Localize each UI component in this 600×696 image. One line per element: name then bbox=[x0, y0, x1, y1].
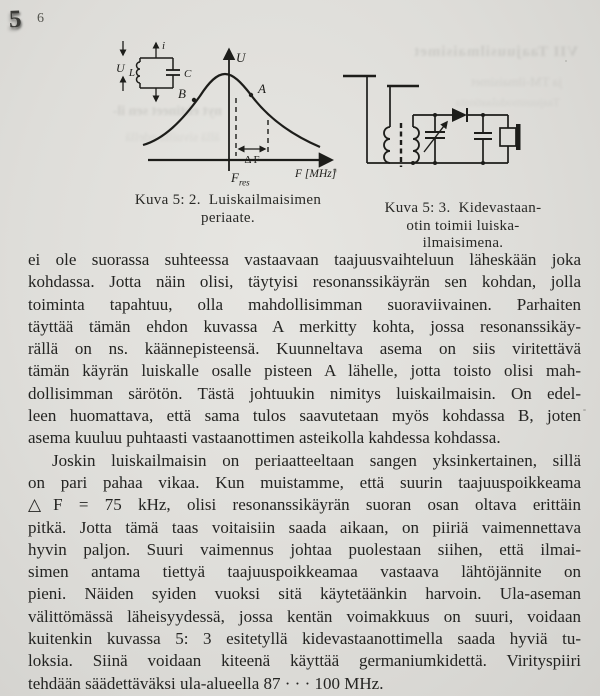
f-res-label: $F_{res}$ bbox=[231, 170, 250, 188]
resonance-curve bbox=[143, 74, 320, 147]
scan-speck bbox=[583, 409, 586, 411]
capacitor-symbol bbox=[166, 70, 180, 75]
body-text-line: rällä on ns. käännepisteensä. Kuunneltava asema on siis viritettävä bbox=[28, 339, 581, 359]
junction-dot bbox=[433, 113, 437, 117]
junction-dot bbox=[411, 161, 415, 165]
delta-f-label: Δ F bbox=[244, 154, 260, 166]
body-text-line: asema kuuluu puhtaasti vastaanottimen asteikolla kahdessa kohdassa. bbox=[28, 428, 501, 448]
earphone-symbol bbox=[500, 115, 521, 163]
x-axis-label: F [MHz] bbox=[295, 168, 337, 180]
body-text-line: simen antama tiettyä taajuuspoikkeamaa vastaava lähtöjännite on bbox=[28, 562, 581, 582]
body-text-line: kuitenkin kuvassa 5: 3 esitetyllä kidevastaanottimella saada hyviä tu- bbox=[28, 629, 581, 649]
antenna-symbol bbox=[343, 76, 419, 163]
body-text-line: loksia. Siinä voidaan kiteenä käyttää germaniumkidettä. Virityspiiri bbox=[28, 651, 581, 671]
caption-line: ilmaisimena. bbox=[422, 235, 504, 251]
scan-speck bbox=[565, 60, 567, 62]
bleedthrough-text: VII Taajuusilmaisimet bbox=[413, 44, 578, 60]
body-text-line: kohdassa. Jotta näin olisi, täytyisi resonanssikäyrän sen kohdan, jolla bbox=[28, 272, 581, 292]
caption-line: Kuva 5: 2. Luiskailmaisimen bbox=[134, 192, 322, 208]
secondary-coil bbox=[413, 127, 419, 163]
body-text bbox=[28, 249, 581, 695]
inset-voltage-label: U bbox=[116, 61, 125, 75]
caption-line: Kuva 5: 3. Kidevastaan- bbox=[384, 200, 542, 216]
fixed-capacitor-symbol bbox=[474, 115, 492, 163]
caption-line: periaate. bbox=[201, 209, 255, 226]
resonance-curve-figure bbox=[112, 36, 342, 196]
body-text-line: pitkä. Jotta tämä taas voitaisiin saada aikaan, on piiriä vaimennettava bbox=[28, 517, 581, 537]
body-text-line: leen huomattava, että sama tulos saavutetaan myös kohdassa B, joten bbox=[28, 406, 581, 426]
crystal-receiver-schematic bbox=[340, 70, 595, 205]
body-text-line: tämän käyrän luiskalle osalle pisteen A lähelle, jotta toisto olisi mah- bbox=[28, 361, 581, 381]
junction-dot bbox=[481, 113, 485, 117]
point-a-dot bbox=[249, 93, 253, 97]
body-text-line: dollisimman särötön. Tästä johtuukin nimitys luiskailmaisin. On edel- bbox=[28, 383, 581, 403]
junction-dot bbox=[481, 161, 485, 165]
body-text-line: on pari pahaa vikaa. Kun muistamme, että suurin taajuuspoikkeama bbox=[28, 472, 581, 492]
bleedthrough-text: ällä sivuilla edellä bbox=[125, 129, 220, 144]
point-b-label: B bbox=[178, 86, 186, 101]
diode-symbol bbox=[452, 108, 467, 122]
body-text-line: toiminta tapahtuu, olla mahdollisimman suoraviivainen. Parhaiten bbox=[28, 294, 581, 314]
body-text-line: ei ole suorassa suhteessa vastaavaan taajuusvaihteluun läheskään joka bbox=[28, 250, 581, 269]
point-a-label: A bbox=[258, 81, 266, 96]
body-text-line: Joskin luiskailmaisin on periaatteeltaan sangen yksinkertainen, sillä bbox=[52, 450, 581, 470]
inset-current-label: i bbox=[162, 40, 166, 52]
body-text-line: △F = 75 kHz, olisi resonanssikäyrän suoran osan oltava erittäin bbox=[28, 495, 581, 515]
figure-5-2-caption bbox=[110, 192, 346, 227]
junction-dot bbox=[433, 161, 437, 165]
body-text-line: hyvin paljon. Suuri vaimennus johtaa puolestaan siihen, että ilmai- bbox=[28, 539, 581, 559]
y-axis-label: U bbox=[236, 50, 246, 65]
bleedthrough-text: Taajuusmodulaatiosta bbox=[455, 95, 560, 109]
body-text-line: pieni. Näiden syiden vuoksi sitä käytetäänkin harvoin. Ula-aseman bbox=[28, 584, 581, 604]
variable-capacitor-symbol bbox=[424, 115, 447, 163]
body-text-line: tehdään säädettäväksi ula-alueella 87 · · · 100 MHz. bbox=[28, 673, 384, 693]
inductor-label: L bbox=[128, 67, 135, 79]
bleedthrough-text: ja TM-ilmaisimet bbox=[470, 74, 562, 89]
figure-5-3-caption bbox=[356, 200, 570, 253]
page-number: 6 bbox=[37, 11, 44, 26]
primary-coil bbox=[384, 127, 390, 163]
body-text-line: välittömässä läheisyydessä, jossa kentän voimakkuus on suuri, voidaan bbox=[28, 606, 581, 626]
point-b-dot bbox=[192, 98, 196, 102]
caption-line: otin toimii luiska- bbox=[406, 217, 520, 234]
chapter-marker: 5 bbox=[8, 5, 22, 34]
bleedthrough-text: nyt ehtineet sen il- bbox=[112, 104, 222, 119]
capacitor-label: C bbox=[184, 68, 192, 80]
body-text-line: täyttää tämän ehdon kuvassa A merkitty kohta, jossa resonanssikäy- bbox=[28, 316, 581, 336]
inductor-symbol bbox=[137, 62, 141, 83]
